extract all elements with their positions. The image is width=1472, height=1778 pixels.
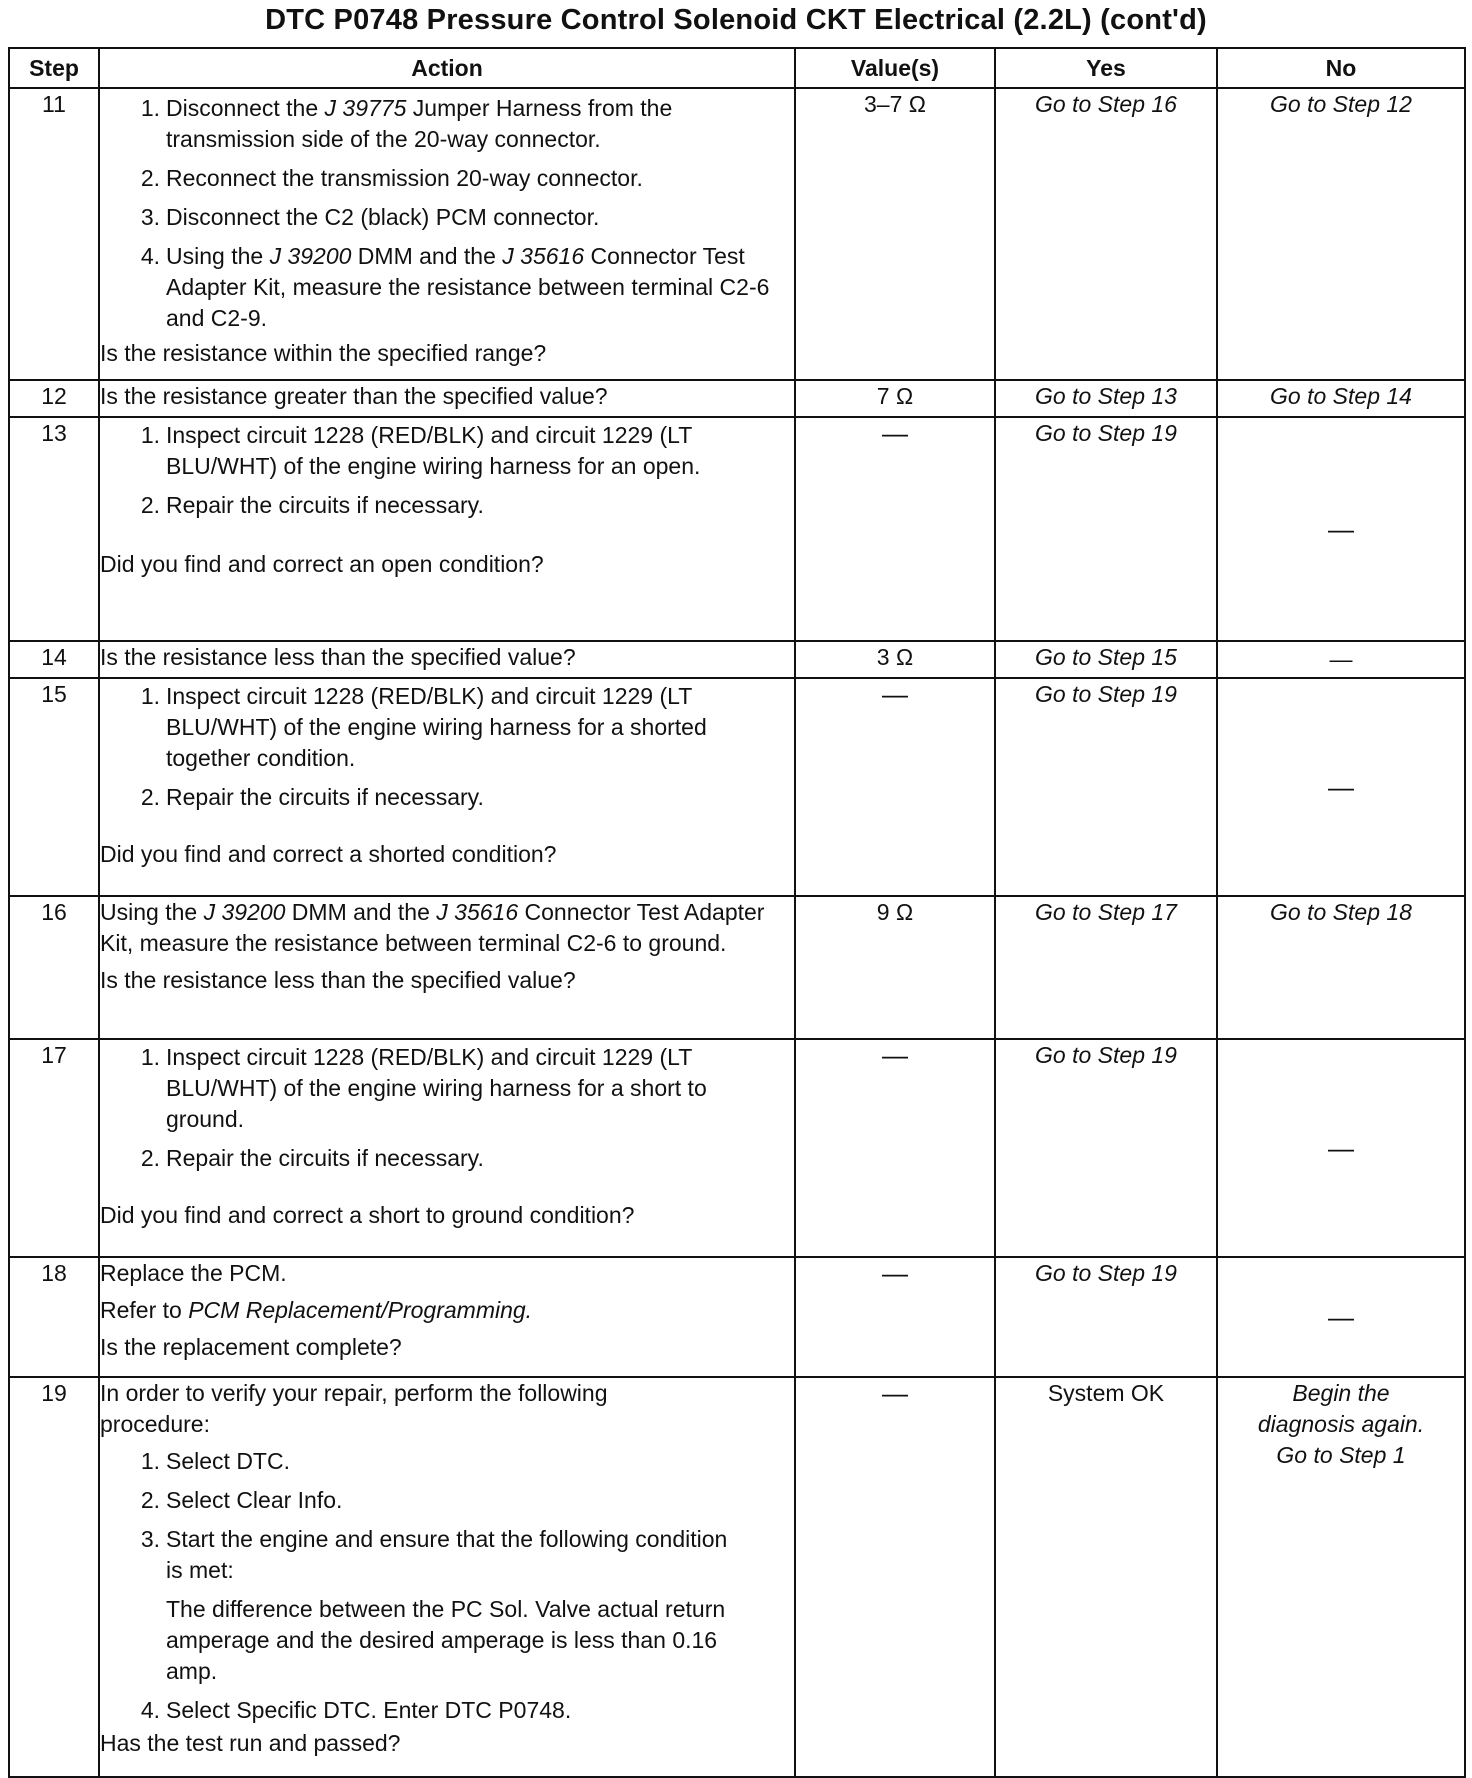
tool-reference: J 39775	[324, 95, 407, 121]
no-cell: —	[1217, 417, 1465, 641]
table-row	[9, 678, 1465, 896]
question-text: Did you find and correct a shorted condition?	[100, 841, 557, 867]
item-number: 1.	[140, 1448, 160, 1474]
step-number: 19	[9, 1377, 99, 1777]
list-item	[100, 490, 794, 521]
value-cell: 3 Ω	[795, 641, 995, 678]
list-item	[100, 1143, 794, 1174]
item-text: Connector Test Adapter Kit, measure the resistance between terminal C2-6 to ground.	[100, 899, 765, 956]
instruction-text	[100, 897, 794, 959]
list-item	[100, 1485, 794, 1516]
action-cell	[99, 1257, 795, 1377]
action-cell	[99, 1377, 795, 1777]
item-number: 1.	[140, 683, 160, 709]
list-item	[100, 241, 794, 334]
value-cell: —	[795, 1039, 995, 1257]
tool-reference: J 39200	[203, 899, 286, 925]
yes-cell: Go to Step 19	[995, 1039, 1217, 1257]
value-cell: 3–7 Ω	[795, 88, 995, 380]
no-cell: —	[1217, 1257, 1465, 1377]
header-step: Step	[9, 48, 99, 88]
step-number: 17	[9, 1039, 99, 1257]
list-item	[100, 782, 794, 813]
step-number: 14	[9, 641, 99, 678]
yes-cell: Go to Step 17	[995, 896, 1217, 1039]
item-number: 2.	[140, 1487, 160, 1513]
list-item	[100, 681, 794, 774]
tool-reference: J 39200	[269, 243, 352, 269]
question-text: Is the resistance less than the specified value?	[100, 967, 576, 993]
item-text: Connector Test Adapter Kit, measure the resistance between terminal C2-6 and C2-9.	[166, 243, 770, 331]
question-text: Did you find and correct an open condition?	[100, 551, 544, 577]
page-title: DTC P0748 Pressure Control Solenoid CKT Electrical (2.2L) (cont'd)	[265, 4, 1207, 36]
yes-cell: Go to Step 13	[995, 380, 1217, 417]
item-text: Start the engine and ensure that the following condition is met:	[166, 1526, 728, 1583]
value-cell: 9 Ω	[795, 896, 995, 1039]
list-item	[100, 420, 794, 482]
procedure-reference: PCM Replacement/Programming.	[188, 1297, 533, 1323]
diagnostic-table	[8, 47, 1466, 1778]
step-number: 18	[9, 1257, 99, 1377]
table-row	[9, 88, 1465, 380]
step-number: 12	[9, 380, 99, 417]
tool-reference: J 35616	[436, 899, 519, 925]
no-cell: Go to Step 14	[1217, 380, 1465, 417]
no-cell: —	[1217, 641, 1465, 678]
item-number: 1.	[140, 1044, 160, 1070]
value-cell: 7 Ω	[795, 380, 995, 417]
item-text: Select Clear Info.	[166, 1487, 343, 1513]
item-text: Refer to	[100, 1297, 189, 1323]
yes-cell: Go to Step 16	[995, 88, 1217, 380]
item-text: Using the	[100, 899, 204, 925]
item-number: 2.	[140, 784, 160, 810]
item-number: 2.	[140, 1145, 160, 1171]
table-row	[9, 417, 1465, 641]
yes-cell: Go to Step 19	[995, 1257, 1217, 1377]
table-row	[9, 380, 1465, 417]
tool-reference: J 35616	[502, 243, 585, 269]
item-text: DMM and the	[351, 243, 503, 269]
item-number: 3.	[140, 1526, 160, 1552]
value-cell: —	[795, 1257, 995, 1377]
item-number: 3.	[140, 204, 160, 230]
item-text: Select DTC.	[166, 1448, 290, 1474]
item-number: 2.	[140, 165, 160, 191]
table-row	[9, 641, 1465, 678]
table-row	[9, 1377, 1465, 1777]
no-line: Go to Step 1	[1276, 1442, 1406, 1468]
item-text: Jumper Harness from the transmission side of the 20-way connector.	[166, 95, 673, 152]
table-row	[9, 1039, 1465, 1257]
list-item	[100, 163, 794, 194]
item-text: DMM and the	[285, 899, 437, 925]
item-text: Using the	[166, 243, 270, 269]
question-text: Is the resistance within the specified range?	[100, 340, 547, 366]
list-item	[100, 1042, 794, 1135]
no-cell	[1217, 1377, 1465, 1777]
no-cell: Go to Step 12	[1217, 88, 1465, 380]
action-cell	[99, 1039, 795, 1257]
item-number: 4.	[140, 243, 160, 269]
item-text: Inspect circuit 1228 (RED/BLK) and circuit 1229 (LT BLU/WHT) of the engine wiring harness for a short to ground.	[166, 1044, 707, 1132]
instruction-text: Replace the PCM.	[100, 1260, 287, 1286]
no-cell: —	[1217, 678, 1465, 896]
list-item	[100, 1695, 794, 1726]
header-values: Value(s)	[795, 48, 995, 88]
list-item	[100, 202, 794, 233]
item-text: Repair the circuits if necessary.	[166, 784, 484, 810]
header-yes: Yes	[995, 48, 1217, 88]
question-text: Has the test run and passed?	[100, 1730, 401, 1756]
no-cell: —	[1217, 1039, 1465, 1257]
yes-cell: Go to Step 19	[995, 417, 1217, 641]
question-text: Is the replacement complete?	[100, 1334, 402, 1360]
question-text: Is the resistance less than the specified value?	[100, 644, 576, 670]
list-item	[100, 93, 794, 155]
item-text: Reconnect the transmission 20-way connector.	[166, 165, 643, 191]
list-item	[100, 1446, 794, 1477]
no-cell: Go to Step 18	[1217, 896, 1465, 1039]
value-cell: —	[795, 1377, 995, 1777]
yes-cell: Go to Step 19	[995, 678, 1217, 896]
no-line: diagnosis again.	[1257, 1411, 1425, 1437]
table-row	[9, 896, 1465, 1039]
no-line: Begin the	[1292, 1380, 1390, 1406]
action-cell	[99, 417, 795, 641]
action-cell	[99, 678, 795, 896]
question-text: Is the resistance greater than the specified value?	[100, 383, 608, 409]
action-cell	[99, 88, 795, 380]
action-cell	[99, 380, 795, 417]
instruction-text: In order to verify your repair, perform the following procedure:	[100, 1380, 608, 1437]
yes-cell: System OK	[995, 1377, 1217, 1777]
step-number: 11	[9, 88, 99, 380]
action-cell	[99, 641, 795, 678]
item-number: 1.	[140, 95, 160, 121]
instruction-text	[100, 1295, 794, 1326]
item-text: Repair the circuits if necessary.	[166, 492, 484, 518]
yes-cell: Go to Step 15	[995, 641, 1217, 678]
header-no: No	[1217, 48, 1465, 88]
header-action: Action	[99, 48, 795, 88]
item-number: 4.	[140, 1697, 160, 1723]
step-number: 13	[9, 417, 99, 641]
step-number: 16	[9, 896, 99, 1039]
item-text: Repair the circuits if necessary.	[166, 1145, 484, 1171]
list-item	[100, 1524, 794, 1586]
condition-text: The difference between the PC Sol. Valve actual return amperage and the desired amperage is less than 0.16 amp.	[166, 1596, 726, 1684]
value-cell: —	[795, 417, 995, 641]
item-text: Disconnect the C2 (black) PCM connector.	[166, 204, 600, 230]
item-text: Select Specific DTC. Enter DTC P0748.	[166, 1697, 572, 1723]
table-row	[9, 1257, 1465, 1377]
item-number: 2.	[140, 492, 160, 518]
header-row	[9, 48, 1465, 88]
item-number: 1.	[140, 422, 160, 448]
step-number: 15	[9, 678, 99, 896]
action-cell	[99, 896, 795, 1039]
question-text: Did you find and correct a short to ground condition?	[100, 1202, 635, 1228]
item-text: Disconnect the	[166, 95, 325, 121]
item-text: Inspect circuit 1228 (RED/BLK) and circuit 1229 (LT BLU/WHT) of the engine wiring harness for an open.	[166, 422, 701, 479]
item-text: Inspect circuit 1228 (RED/BLK) and circuit 1229 (LT BLU/WHT) of the engine wiring harness for a shorted together condition.	[166, 683, 707, 771]
value-cell: —	[795, 678, 995, 896]
